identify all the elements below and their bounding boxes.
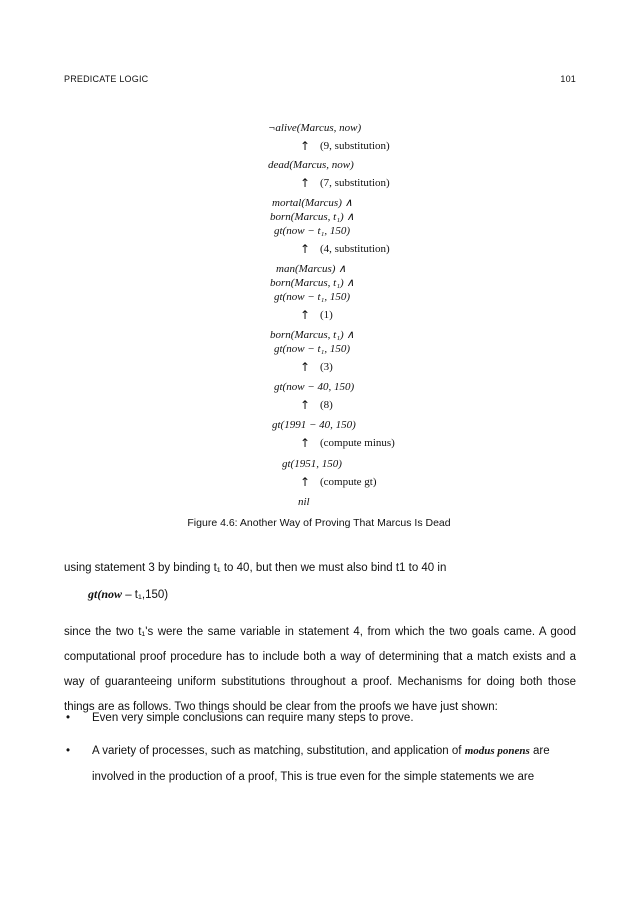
paragraph: using statement 3 by binding t₁ to 40, but then we must also bind t1 to 40 in (64, 562, 447, 574)
proof-goal-line: man(Marcus) ∧ (276, 263, 347, 275)
up-arrow-icon: ↑ (300, 139, 311, 153)
proof-goal-line: born(Marcus, t₁) ∧ (270, 211, 355, 223)
proof-goal-line: born(Marcus, t₁) ∧ (270, 277, 355, 289)
proof-goal-line: gt(1991 − 40, 150) (272, 419, 356, 431)
proof-goal-line: gt(1951, 150) (282, 458, 342, 470)
paragraph: since the two t₁'s were the same variable in statement 4, from which the two goals came. A good computational proof procedure has to include both a way of determining that a match exists and a way of guaranteeing uniform substitutions throughout a proof. Mechanisms for doing both those things are as follows. Two things should be clear from the proofs we have just shown: (64, 626, 576, 713)
proof-annotation: (7, substitution) (320, 177, 390, 189)
up-arrow-icon: ↑ (300, 176, 311, 190)
proof-annotation: (compute minus) (320, 437, 395, 449)
formula (88, 587, 168, 602)
proof-goal-line: mortal(Marcus) ∧ (272, 197, 353, 209)
up-arrow-icon: ↑ (300, 475, 311, 489)
list-item-text: Even very simple conclusions can require many steps to prove. (92, 712, 414, 724)
proof-goal-line: gt(now − t₁, 150) (274, 225, 351, 237)
proof-annotation: (4, substitution) (320, 243, 390, 255)
list-item-text (64, 738, 576, 764)
bullet-icon: • (66, 712, 71, 724)
up-arrow-icon: ↑ (300, 398, 311, 412)
up-arrow-icon: ↑ (300, 436, 311, 450)
page-number: 101 (560, 74, 576, 84)
formula-predicate: gt(now (88, 587, 123, 601)
proof-goal-line: gt(now − t₁, 150) (274, 343, 351, 355)
proof-goal-line: nil (298, 496, 310, 508)
proof-annotation: (1) (320, 309, 333, 321)
up-arrow-icon: ↑ (300, 360, 311, 374)
proof-goal-line: dead(Marcus, now) (268, 159, 354, 171)
list-item-continuation: involved in the production of a proof, This is true even for the simple statements we are (92, 771, 535, 783)
proof-annotation: (3) (320, 361, 333, 373)
proof-goal-line: born(Marcus, t₁) ∧ (270, 329, 355, 341)
proof-annotation: (compute gt) (320, 476, 377, 488)
list-item (64, 705, 576, 731)
proof-goal-line: gt(now − t₁, 150) (274, 291, 351, 303)
up-arrow-icon: ↑ (300, 308, 311, 322)
bullet-icon: • (66, 745, 71, 757)
running-header-title: PREDICATE LOGIC (64, 74, 149, 84)
proof-annotation: (8) (320, 399, 333, 411)
up-arrow-icon: ↑ (300, 242, 311, 256)
list-item-text-part: are (533, 745, 550, 757)
proof-annotation: (9, substitution) (320, 140, 390, 152)
proof-goal-line: gt(now − 40, 150) (274, 381, 355, 393)
figure-caption: Figure 4.6: Another Way of Proving That Marcus Is Dead (187, 517, 451, 529)
list-item-text-part: A variety of processes, such as matching, substitution, and application of (92, 745, 462, 757)
modus-ponens-term: modus ponens (464, 745, 530, 757)
list-item (64, 738, 576, 790)
proof-goal-line: ¬alive(Marcus, now) (268, 122, 362, 134)
formula-args: – t₁,150) (122, 589, 169, 601)
